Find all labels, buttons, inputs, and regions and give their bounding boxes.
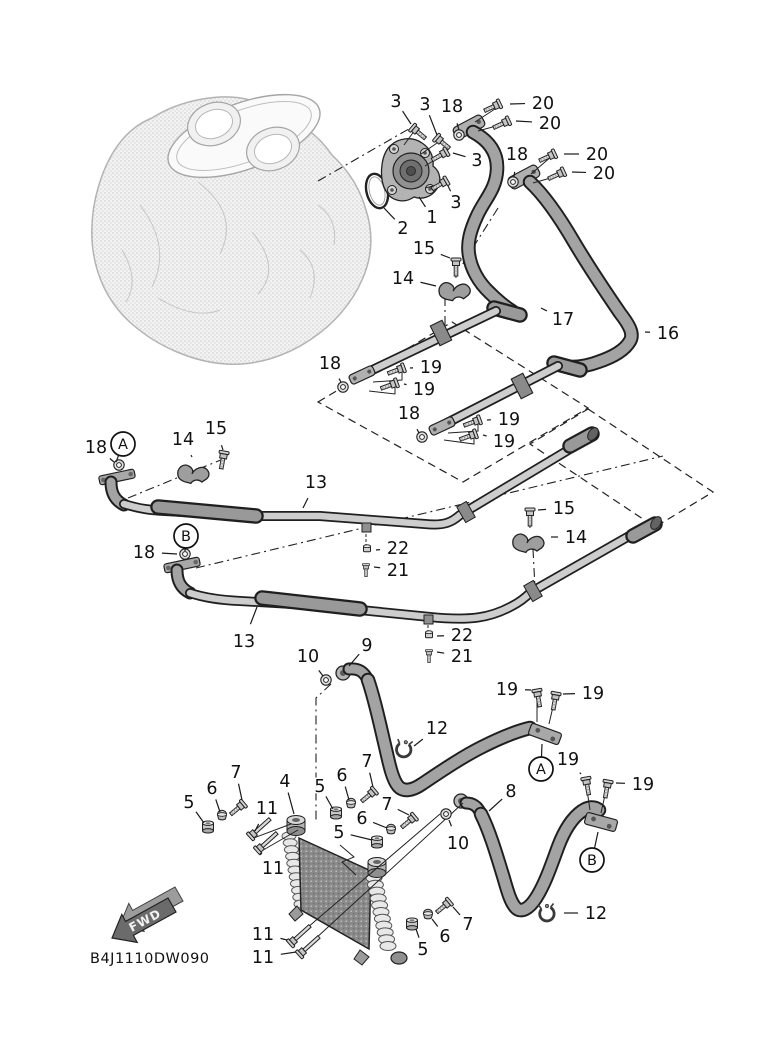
leader-line xyxy=(448,186,451,191)
bolt-19 xyxy=(548,691,561,710)
part-callout-19: 19 xyxy=(492,432,516,452)
diagram-code: B4J1110DW090 xyxy=(90,951,210,967)
part-callout-10: 10 xyxy=(446,834,470,854)
part-callout-6: 6 xyxy=(206,779,218,799)
part-callout-10: 10 xyxy=(296,647,320,667)
part-callout-12: 12 xyxy=(425,719,449,739)
fwd-arrow xyxy=(112,887,183,942)
bolt-7 xyxy=(228,799,248,818)
part-callout-20: 20 xyxy=(585,145,609,165)
hose-bracket-14-top xyxy=(437,277,472,304)
leader-line xyxy=(449,820,451,826)
part-callout-11: 11 xyxy=(261,859,285,879)
part-callout-2: 2 xyxy=(397,219,409,239)
part-callout-21: 21 xyxy=(386,561,410,581)
leader-line xyxy=(351,835,372,840)
connector-letter-B: B xyxy=(587,853,597,869)
leader-line xyxy=(216,799,220,812)
part-callout-16: 16 xyxy=(656,324,680,344)
part-callout-11: 11 xyxy=(251,925,275,945)
pipe13b-mount-tab xyxy=(424,615,433,624)
bolt-19 xyxy=(600,779,613,798)
leader-line xyxy=(281,952,296,954)
part-callout-17: 17 xyxy=(551,310,575,330)
part-callout-7: 7 xyxy=(230,763,242,783)
part-callout-19: 19 xyxy=(419,358,443,378)
bolt-7 xyxy=(359,786,379,805)
screw-21 xyxy=(362,564,369,577)
gasket-10 xyxy=(321,675,331,685)
part-callout-9: 9 xyxy=(361,636,373,656)
leader-line xyxy=(541,744,542,757)
part-callout-15: 15 xyxy=(552,499,576,519)
leader-line xyxy=(538,509,546,510)
oil-pump xyxy=(381,139,439,201)
hose-clamp-12 xyxy=(394,738,414,759)
part-callout-11: 11 xyxy=(251,948,275,968)
part-callout-6: 6 xyxy=(336,766,348,786)
bolt-20 xyxy=(537,149,558,166)
part-callout-19 xyxy=(496,680,518,700)
bolt-15 xyxy=(216,450,229,469)
grommet-6 xyxy=(346,798,355,808)
part-callout-18: 18 xyxy=(397,404,421,424)
leader-line xyxy=(489,799,502,811)
leader-line xyxy=(339,379,341,382)
part-callout-1: 1 xyxy=(426,208,438,228)
leader-line xyxy=(595,832,598,848)
cooler-boss-top-left xyxy=(287,816,305,836)
part-callout-19: 19 xyxy=(631,775,655,795)
bolt-15 xyxy=(525,508,535,526)
leader-line xyxy=(403,111,411,124)
washer-18 xyxy=(508,177,518,187)
washer-18 xyxy=(417,432,427,442)
part-callout-19: 19 xyxy=(412,380,436,400)
part-callout-3: 3 xyxy=(450,193,462,213)
leader-line xyxy=(398,809,409,815)
leader-line xyxy=(250,607,257,624)
pipe17-flange xyxy=(348,365,376,385)
cooler-foot xyxy=(354,950,369,965)
leader-line xyxy=(453,153,465,157)
leader-line xyxy=(432,919,438,926)
bolt-19 xyxy=(379,378,399,394)
bolt-3 xyxy=(430,147,451,165)
hose9-mount-flange xyxy=(528,723,562,745)
hose-bracket-14-right xyxy=(511,529,545,555)
leader-line xyxy=(370,773,373,787)
gasket-10 xyxy=(441,809,451,819)
part-callout-3: 3 xyxy=(419,95,431,115)
leader-line xyxy=(404,384,407,385)
part-callout-4: 4 xyxy=(279,772,291,792)
part-callout-18: 18 xyxy=(440,97,464,117)
washer-18 xyxy=(114,460,124,470)
part-callout-14: 14 xyxy=(171,430,195,450)
part-callout-20: 20 xyxy=(531,94,555,114)
cooler-core-face xyxy=(299,838,371,949)
bolt-15 xyxy=(451,258,461,276)
leader-line xyxy=(437,652,444,653)
leader-line xyxy=(373,822,387,828)
part-callout-12: 12 xyxy=(584,904,608,924)
part-callout-14: 14 xyxy=(564,528,588,548)
part-callout-18: 18 xyxy=(318,354,342,374)
bolt-7 xyxy=(434,897,454,916)
bolt-20 xyxy=(491,116,512,133)
part-callout-13: 13 xyxy=(232,632,256,652)
connector-letter-A: A xyxy=(536,762,546,778)
leader-line xyxy=(326,796,333,809)
part-callout-19: 19 xyxy=(497,410,521,430)
leader-line xyxy=(374,567,380,568)
leader-line xyxy=(110,459,114,462)
bolt-20 xyxy=(546,167,567,184)
leader-line xyxy=(280,938,287,940)
part-callout-5: 5 xyxy=(417,940,429,960)
leader-line xyxy=(453,907,460,915)
collar-5 xyxy=(407,918,418,930)
leader-line xyxy=(414,739,423,746)
hose-clamp-12 xyxy=(539,904,555,921)
oil-pipe-13-lower xyxy=(163,515,663,632)
part-callout-5: 5 xyxy=(333,823,345,843)
nut-22 xyxy=(364,545,371,552)
leader-line xyxy=(162,553,177,554)
leader-line xyxy=(416,929,419,938)
leader-line xyxy=(429,115,437,135)
part-callout-5: 5 xyxy=(183,793,195,813)
part-callout-19: 19 xyxy=(495,680,519,700)
leader-line xyxy=(239,784,242,800)
leader-line xyxy=(541,308,547,311)
collar-5 xyxy=(372,836,383,848)
leader-line xyxy=(221,445,223,450)
leader-line xyxy=(319,670,323,676)
cooler-union-boss xyxy=(391,952,407,964)
part-callout-20: 20 xyxy=(592,164,616,184)
leader-line xyxy=(384,208,395,219)
bolt-19 xyxy=(581,776,594,795)
part-callout-6: 6 xyxy=(356,809,368,829)
bolt-19 xyxy=(532,688,545,707)
leader-line xyxy=(420,282,436,286)
pipe13a-mount-tab xyxy=(362,523,371,532)
leader-line xyxy=(191,455,192,457)
grommet-6 xyxy=(423,909,432,919)
part-callout-5: 5 xyxy=(314,777,326,797)
part-callout-6: 6 xyxy=(439,927,451,947)
washer-18 xyxy=(338,382,348,392)
part-callout-18: 18 xyxy=(505,145,529,165)
leader-line xyxy=(516,121,532,122)
collar-5 xyxy=(331,807,342,819)
part-callout-20: 20 xyxy=(538,114,562,134)
leader-line xyxy=(303,498,308,508)
hose-bracket-14-left xyxy=(176,460,210,486)
part-callout-3: 3 xyxy=(390,92,402,112)
bolt-20 xyxy=(482,99,503,116)
part-callout-18: 18 xyxy=(84,438,108,458)
fwd-label: FWD xyxy=(126,906,164,935)
connector-letter-B: B xyxy=(181,529,191,545)
leader-line xyxy=(441,254,450,258)
leader-line xyxy=(196,812,204,823)
part-callout-14: 14 xyxy=(391,269,415,289)
screw-21 xyxy=(425,650,432,663)
part-callout-15: 15 xyxy=(412,239,436,259)
part-callout-22: 22 xyxy=(386,539,410,559)
leader-line xyxy=(345,787,349,800)
leader-line xyxy=(580,773,581,774)
part-callout-11: 11 xyxy=(255,799,279,819)
leader-line xyxy=(417,429,419,433)
part-callout-8: 8 xyxy=(505,782,517,802)
part-callout-15: 15 xyxy=(204,419,228,439)
part-callout-13: 13 xyxy=(304,473,328,493)
leader-line xyxy=(514,172,515,177)
part-callout-7: 7 xyxy=(361,752,373,772)
connector-letter-A: A xyxy=(118,437,128,453)
part-callout-3: 3 xyxy=(471,151,483,171)
part-callout-18: 18 xyxy=(132,543,156,563)
washer-18 xyxy=(454,130,464,140)
leader-line xyxy=(483,435,487,436)
part-callout-22: 22 xyxy=(450,626,474,646)
nut-22 xyxy=(426,631,433,638)
engine-block xyxy=(92,78,371,365)
part-callout-21: 21 xyxy=(450,647,474,667)
leader-line xyxy=(288,793,294,814)
bolt-3 xyxy=(432,133,452,152)
grommet-6 xyxy=(217,810,226,820)
part-callout-7: 7 xyxy=(381,795,393,815)
grommet-6 xyxy=(386,824,395,834)
part-callout-19: 19 xyxy=(581,684,605,704)
part-callout-7: 7 xyxy=(462,915,474,935)
